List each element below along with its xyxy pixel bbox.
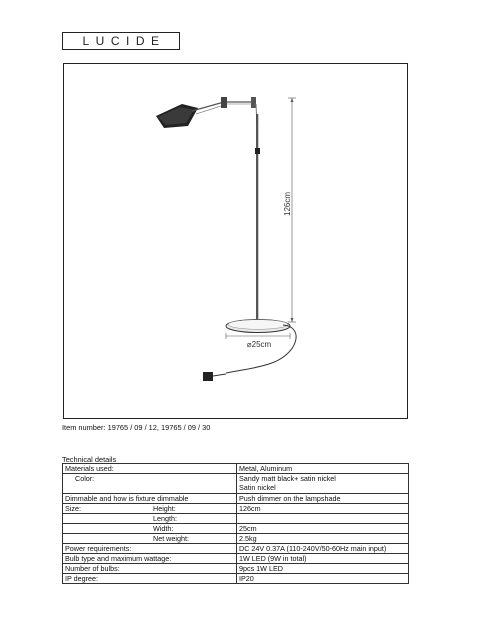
technical-details-title: Technical details bbox=[62, 455, 117, 464]
table-row bbox=[63, 564, 409, 574]
power-cable bbox=[203, 325, 296, 381]
color-value-1: Sandy matt black+ satin nickel bbox=[239, 474, 336, 483]
spec-value: 9pcs 1W LED bbox=[237, 564, 409, 574]
table-row bbox=[63, 534, 409, 544]
color-label: Color: bbox=[75, 474, 95, 483]
diameter-dimension-line bbox=[226, 333, 290, 339]
spec-label bbox=[63, 534, 237, 544]
spec-value: 126cm bbox=[237, 504, 409, 514]
table-row bbox=[63, 474, 409, 494]
spec-value bbox=[237, 474, 409, 494]
spec-label: Power requirements: bbox=[63, 544, 237, 554]
spec-value: Metal, Aluminum bbox=[237, 464, 409, 474]
height-label: Height: bbox=[153, 504, 176, 513]
brand-logo-text: LUCIDE bbox=[82, 34, 166, 48]
table-row bbox=[63, 554, 409, 564]
lamp-arm bbox=[227, 97, 257, 126]
spec-value: 1W LED (9W in total) bbox=[237, 554, 409, 564]
spec-value: IP20 bbox=[237, 574, 409, 584]
diameter-dimension-label: ⌀25cm bbox=[246, 340, 272, 349]
product-drawing-frame bbox=[63, 63, 408, 419]
length-label: Length: bbox=[153, 514, 177, 523]
technical-details-table bbox=[62, 463, 409, 584]
power-adapter-icon bbox=[203, 372, 213, 381]
table-row bbox=[63, 574, 409, 584]
floor-lamp-drawing bbox=[64, 64, 409, 420]
width-label: Width: bbox=[153, 524, 174, 533]
spec-label bbox=[63, 514, 237, 524]
spec-value: 2.5kg bbox=[237, 534, 409, 544]
table-row bbox=[63, 544, 409, 554]
spec-label bbox=[63, 474, 237, 494]
spec-label bbox=[63, 504, 237, 514]
spec-value bbox=[237, 514, 409, 524]
table-row bbox=[63, 464, 409, 474]
table-row bbox=[63, 504, 409, 514]
size-label: Size: bbox=[65, 504, 81, 513]
item-number: Item number: 19765 / 09 / 12, 19765 / 09 / 30 bbox=[62, 423, 211, 432]
spec-label bbox=[63, 524, 237, 534]
net-weight-label: Net weight: bbox=[153, 534, 189, 543]
brand-logo bbox=[62, 32, 180, 50]
spec-label: IP degree: bbox=[63, 574, 237, 584]
spec-value: Push dimmer on the lampshade bbox=[237, 494, 409, 504]
spec-label: Materials used: bbox=[63, 464, 237, 474]
spec-label: Number of bulbs: bbox=[63, 564, 237, 574]
height-dimension-label: 126cm bbox=[283, 191, 292, 217]
color-value-2: Satin nickel bbox=[239, 483, 276, 492]
spec-value: 25cm bbox=[237, 524, 409, 534]
spec-label: Bulb type and maximum wattage: bbox=[63, 554, 237, 564]
spec-value: DC 24V 0.37A (110-240V/50-60Hz main input) bbox=[237, 544, 409, 554]
table-row bbox=[63, 514, 409, 524]
lamp-base bbox=[226, 320, 290, 333]
table-row bbox=[63, 524, 409, 534]
lamp-head bbox=[156, 97, 227, 128]
table-row bbox=[63, 494, 409, 504]
lamp-pole bbox=[255, 114, 260, 322]
spec-label: Dimmable and how is fixture dimmable bbox=[63, 494, 237, 504]
